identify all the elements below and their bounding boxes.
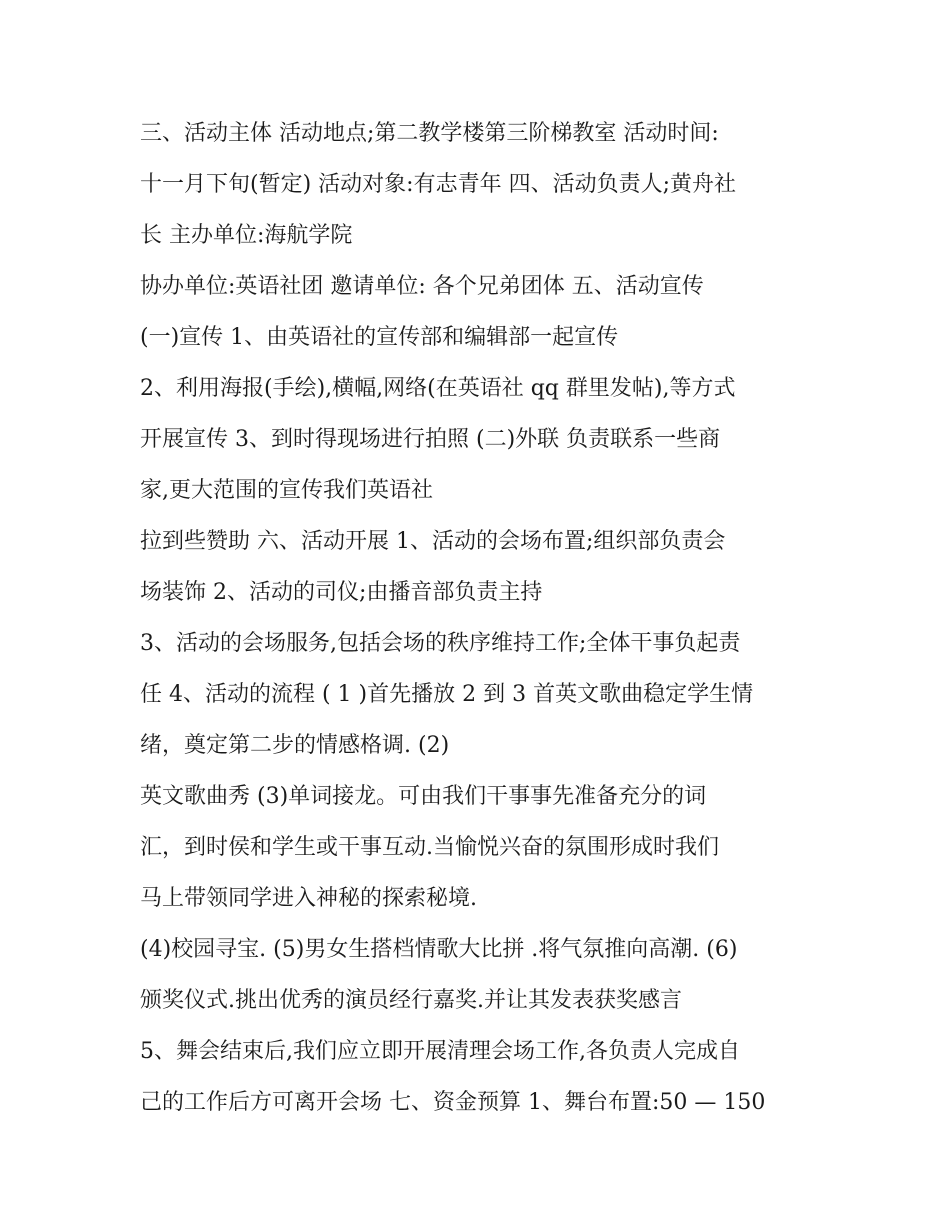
text-line: 十一月下旬(暂定) 活动对象:有志青年 四、活动负责人;黄舟社 <box>140 172 736 197</box>
text-line: 己的工作后方可离开会场 七、资金预算 1、舞台布置:50 — 150 <box>140 1090 766 1115</box>
text-line: (一)宣传 1、由英语社的宣传部和编辑部一起宣传 <box>140 325 619 350</box>
text-line: 2、利用海报(手绘),横幅,网络(在英语社 qq 群里发帖),等方式 <box>140 376 736 401</box>
text-line: (4)校园寻宝. (5)男女生搭档情歌大比拼 .将气氛推向高潮. (6) <box>140 937 738 962</box>
text-line: 拉到些赞助 六、活动开展 1、活动的会场布置;组织部负责会 <box>140 529 726 554</box>
text-line: 长 主办单位:海航学院 <box>140 223 353 248</box>
text-line: 绪，奠定第二步的情感格调. (2) <box>140 733 450 758</box>
text-line: 汇，到时侯和学生或干事互动.当愉悦兴奋的氛围形成时我们 <box>140 835 719 860</box>
text-line: 三、活动主体 活动地点;第二教学楼第三阶梯教室 活动时间: <box>140 121 719 146</box>
text-line: 5、舞会结束后,我们应立即开展清理会场工作,各负责人完成自 <box>140 1039 740 1064</box>
text-line: 场装饰 2、活动的司仪;由播音部负责主持 <box>140 580 543 605</box>
text-line: 马上带领同学进入神秘的探索秘境. <box>140 886 477 911</box>
text-line: 家,更大范围的宣传我们英语社 <box>140 478 433 503</box>
text-line: 任 4、活动的流程 ( 1 )首先播放 2 到 3 首英文歌曲稳定学生情 <box>140 682 754 707</box>
document-body <box>140 108 820 1128</box>
text-line: 开展宣传 3、到时得现场进行拍照 (二)外联 负责联系一些商 <box>140 427 721 452</box>
text-line: 英文歌曲秀 (3)单词接龙。可由我们干事事先准备充分的词 <box>140 784 707 809</box>
text-line: 协办单位:英语社团 邀请单位: 各个兄弟团体 五、活动宣传 <box>140 274 704 299</box>
text-line: 颁奖仪式.挑出优秀的演员经行嘉奖.并让其发表获奖感言 <box>140 988 682 1013</box>
text-line: 3、活动的会场服务,包括会场的秩序维持工作;全体干事负起责 <box>140 631 741 656</box>
